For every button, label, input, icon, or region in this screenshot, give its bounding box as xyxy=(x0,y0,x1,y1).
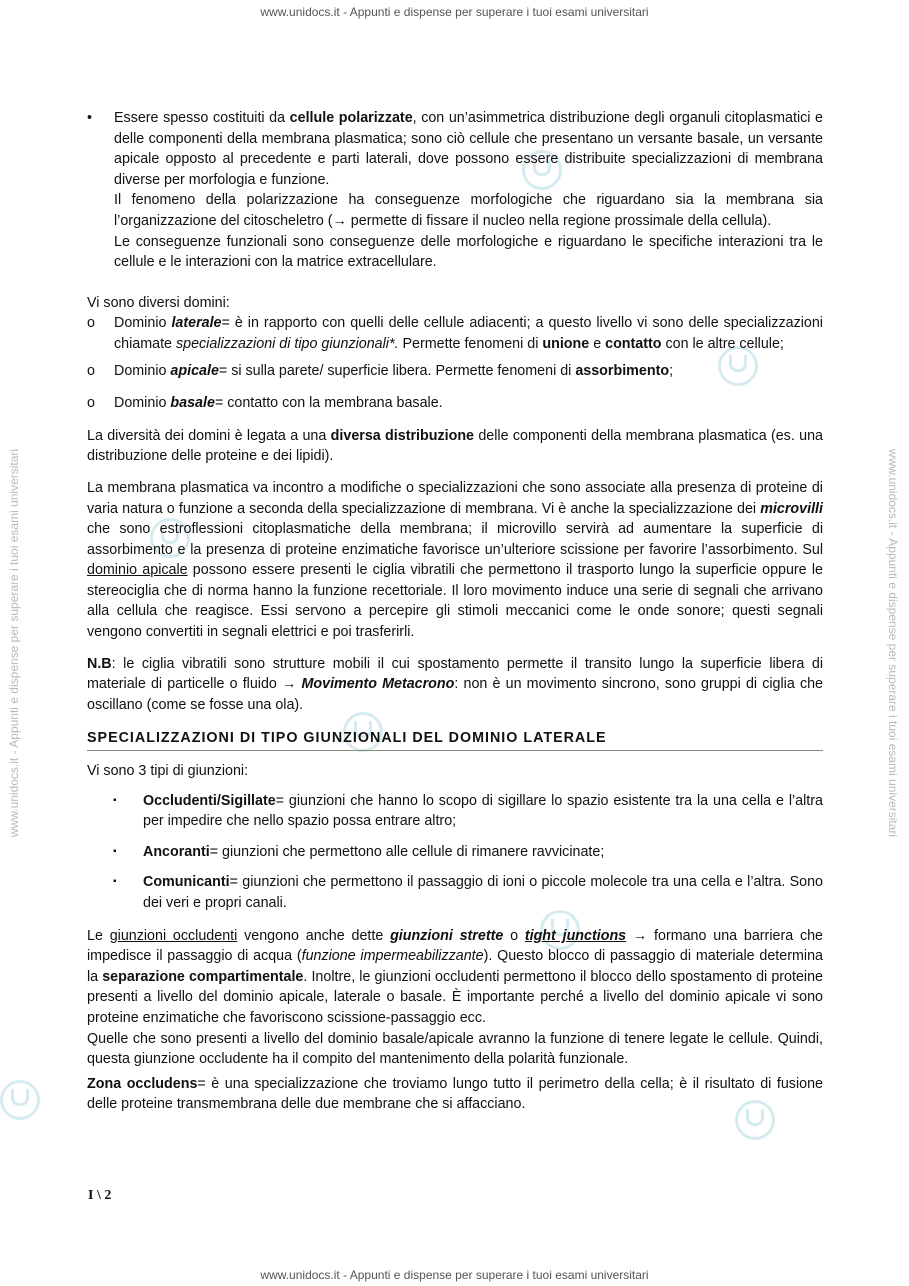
paragraph-membrane-specializations: La membrana plasmatica va incontro a modifiche o specializzazioni che sono associate alla presenza di proteine di varia natura o funzione a seconda della specializzazione di membrana. Vi è anche la specializzazione dei microvilli che sono estroflessioni citoplasmatiche della membrana; il microvillo servirà ad aumentare la superficie di assorbimento e la presenza di proteine enzimatiche favorisce un’ulteriore scissione per favorire l’assorbimento. Sul dominio apicale possono essere presenti le ciglia vibratili che permettono il trasporto lungo la superficie oppure le stereociglia che di norma hanno la funzione recettoriale. Il loro movimento induce una serie di segnali che arrivano alla cellula che reagisce. Essi servono a percepire gli stimoli meccanici come le onde sonore; questi segnali vengono convertiti in segnali elettrici e poi trasferirli. xyxy=(87,479,823,641)
domains-intro: Vi sono diversi domini: xyxy=(87,294,230,311)
paragraph-polarization-morphology: Il fenomeno della polarizzazione ha conseguenze morfologiche che riguardano sia la membrana sia l’organizzazione del citoscheletro (→ permette di fissare il nucleo nella regione prossimale della cellula). xyxy=(114,192,823,229)
paragraph-occluding-junctions: Le giunzioni occludenti vengono anche dette giunzioni strette o tight junctions → formano una barriera che impedisce il passaggio di acqua (funzione impermeabilizzante). Questo blocco di passaggio di materiale determina la separazione compartimentale. Inoltre, le giunzioni occludenti permettono il blocco dello spostamento di proteine presenti a livello del dominio apicale, laterale o basale. È importante perché a livello del dominio apicale vi sono proteine enzimatiche che favoriscono scissione-passaggio ecc. xyxy=(87,927,823,1026)
list-item-domain-basal: o Dominio basale= contatto con la membrana basale. xyxy=(87,393,823,414)
list-marker: ▪ xyxy=(113,845,117,857)
paragraph-polarization-function: Le conseguenze funzionali sono conseguenze delle morfologiche e riguardano le specifiche interazioni tra le cellule e le interazioni con la matrice extracellulare. xyxy=(114,233,823,271)
list-item-domain-lateral: o Dominio laterale= è in rapporto con quelli delle cellule adiacenti; a questo livello vi sono delle specializzazioni chiamate specializzazioni di tipo giunzionali*. Permette fenomeni di unione e contatto con le altre cellule; xyxy=(87,315,823,352)
junctions-intro: Vi sono 3 tipi di giunzioni: xyxy=(87,763,249,780)
watermark-footer: www.unidocs.it - Appunti e dispense per superare i tuoi esami universitari xyxy=(260,1268,649,1282)
paragraph-basal-apical: Quelle che sono presenti a livello del dominio basale/apicale avranno la funzione di tenere legate le cellule. Quindi, questa giunzione occludente ha il compito del mantenimento della polarità funzionale. xyxy=(87,1030,823,1068)
list-item-domain-apical: o Dominio apicale= si sulla parete/ superficie libera. Permette fenomeni di assorbimento; xyxy=(87,361,823,382)
watermark-side-right: www.unidocs.it - Appunti e dispense per superare i tuoi esami universitari xyxy=(886,448,900,838)
watermark-logo-icon xyxy=(0,1080,40,1120)
watermark-header: www.unidocs.it - Appunti e dispense per superare i tuoi esami universitari xyxy=(260,5,649,19)
section-heading: SPECIALIZZAZIONI DI TIPO GIUNZIONALI DEL DOMINIO LATERALE xyxy=(87,728,823,751)
list-marker: ▪ xyxy=(113,794,117,806)
list-item-communicating-junctions: ▪ Comunicanti= giunzioni che permettono il passaggio di ioni o piccole molecole tra una cella e l’altra. Sono dei veri e propri canali. xyxy=(113,874,823,911)
bullet-marker: • xyxy=(87,110,93,126)
paragraph-nota-bene: N.B: le ciglia vibratili sono strutture mobili il cui spostamento permette il transito lungo la superficie libera di materiale di particelle o fluido → Movimento Metacrono: non è un movimento sincrono, sono gruppi di ciglia che oscillano (come se fosse una ola). xyxy=(87,655,824,713)
bullet-polarized-cells xyxy=(87,108,823,273)
list-marker: o xyxy=(87,315,95,332)
paragraph-polarized-cells: Essere spesso costituiti da cellule polarizzate, con un’asimmetrica distribuzione degli organuli citoplasmatici e delle componenti della membrana plasmatica; sono ciò cellule che presentano un versante basale, un versante apicale opposto al precedente e parti laterali, dove possono essere distribuite specializzazioni di membrana diverse per morfologia e funzione. xyxy=(114,110,823,188)
list-marker: o xyxy=(87,362,95,379)
paragraph-zona-occludens: Zona occludens= è una specializzazione che troviamo lungo tutto il perimetro della cella; è il risultato di fusione delle proteine transmembrana delle due membrane che si affacciano. xyxy=(87,1075,823,1113)
page-number: I \ 2 xyxy=(88,1188,112,1203)
document-body xyxy=(87,108,823,1115)
list-marker: ▪ xyxy=(113,876,117,888)
list-item-anchoring-junctions: ▪ Ancoranti= giunzioni che permettono alle cellule di rimanere ravvicinate; xyxy=(87,842,823,863)
paragraph-domain-diversity: La diversità dei domini è legata a una diversa distribuzione delle componenti della membrana plasmatica (es. una distribuzione delle proteine e dei lipidi). xyxy=(87,427,823,465)
list-marker: o xyxy=(87,395,95,412)
watermark-side-left: www.unidocs.it - Appunti e dispense per superare i tuoi esami universitari xyxy=(7,448,21,838)
list-item-occluding-junctions: ▪ Occludenti/Sigillate= giunzioni che hanno lo scopo di sigillare lo spazio esistente tra la una cella e l’altra per impedire che nello spazio possa entrare altro; xyxy=(113,792,823,830)
